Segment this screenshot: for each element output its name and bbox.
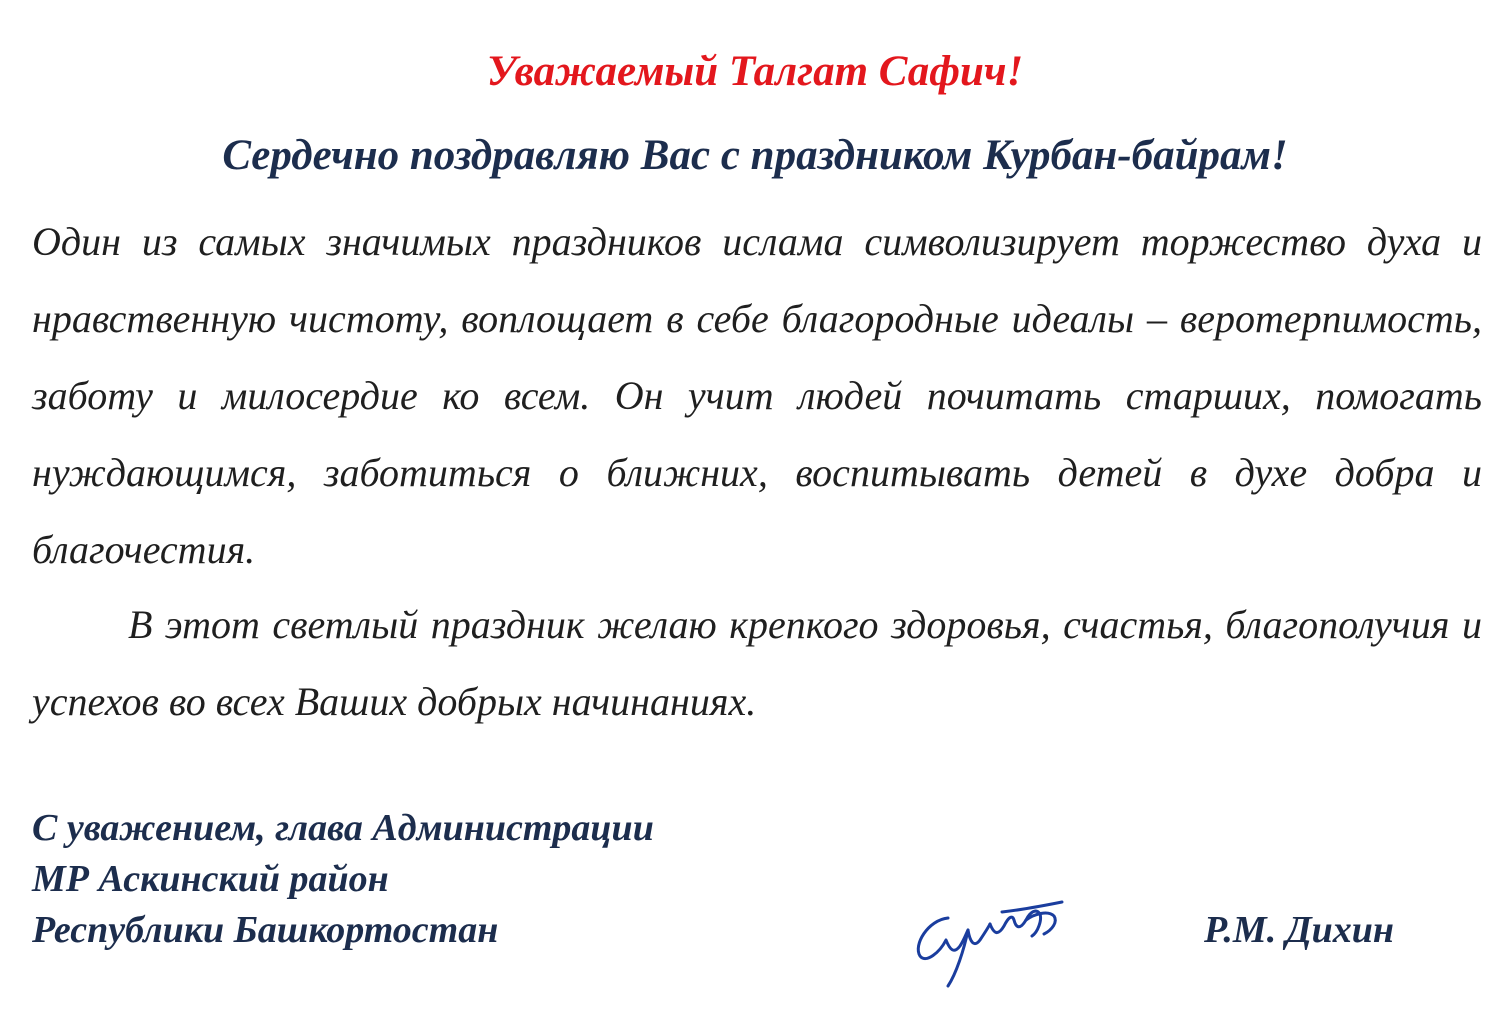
signature-icon: [908, 890, 1068, 995]
congratulation-headline: Сердечно поздравляю Вас с праздником Курбан-байрам!: [222, 132, 1288, 179]
greeting-heading: Уважаемый Талгат Сафич!: [486, 48, 1024, 95]
signer-name: Р.М. Дихин: [1204, 909, 1395, 951]
closing-line-2: МР Аскинский район: [32, 858, 389, 900]
body-paragraph-1: Один из самых значимых праздников ислама символизирует торжество духа и нравственную чистоту, воплощает в себе благородные идеалы – веротерпимость, заботу и милосердие ко всем. Он учит людей почитать старших, помогать нуждающимся, заботиться о ближних, воспитывать детей в духе добра и благочестия.: [32, 219, 1482, 572]
body-paragraph-2: В этот светлый праздник желаю крепкого здоровья, счастья, благополучия и успехов во всех Ваших добрых начинаниях.: [32, 602, 1482, 724]
closing-line-3: Республики Башкортостан: [32, 909, 499, 951]
closing-line-1: С уважением, глава Администрации: [32, 807, 654, 849]
